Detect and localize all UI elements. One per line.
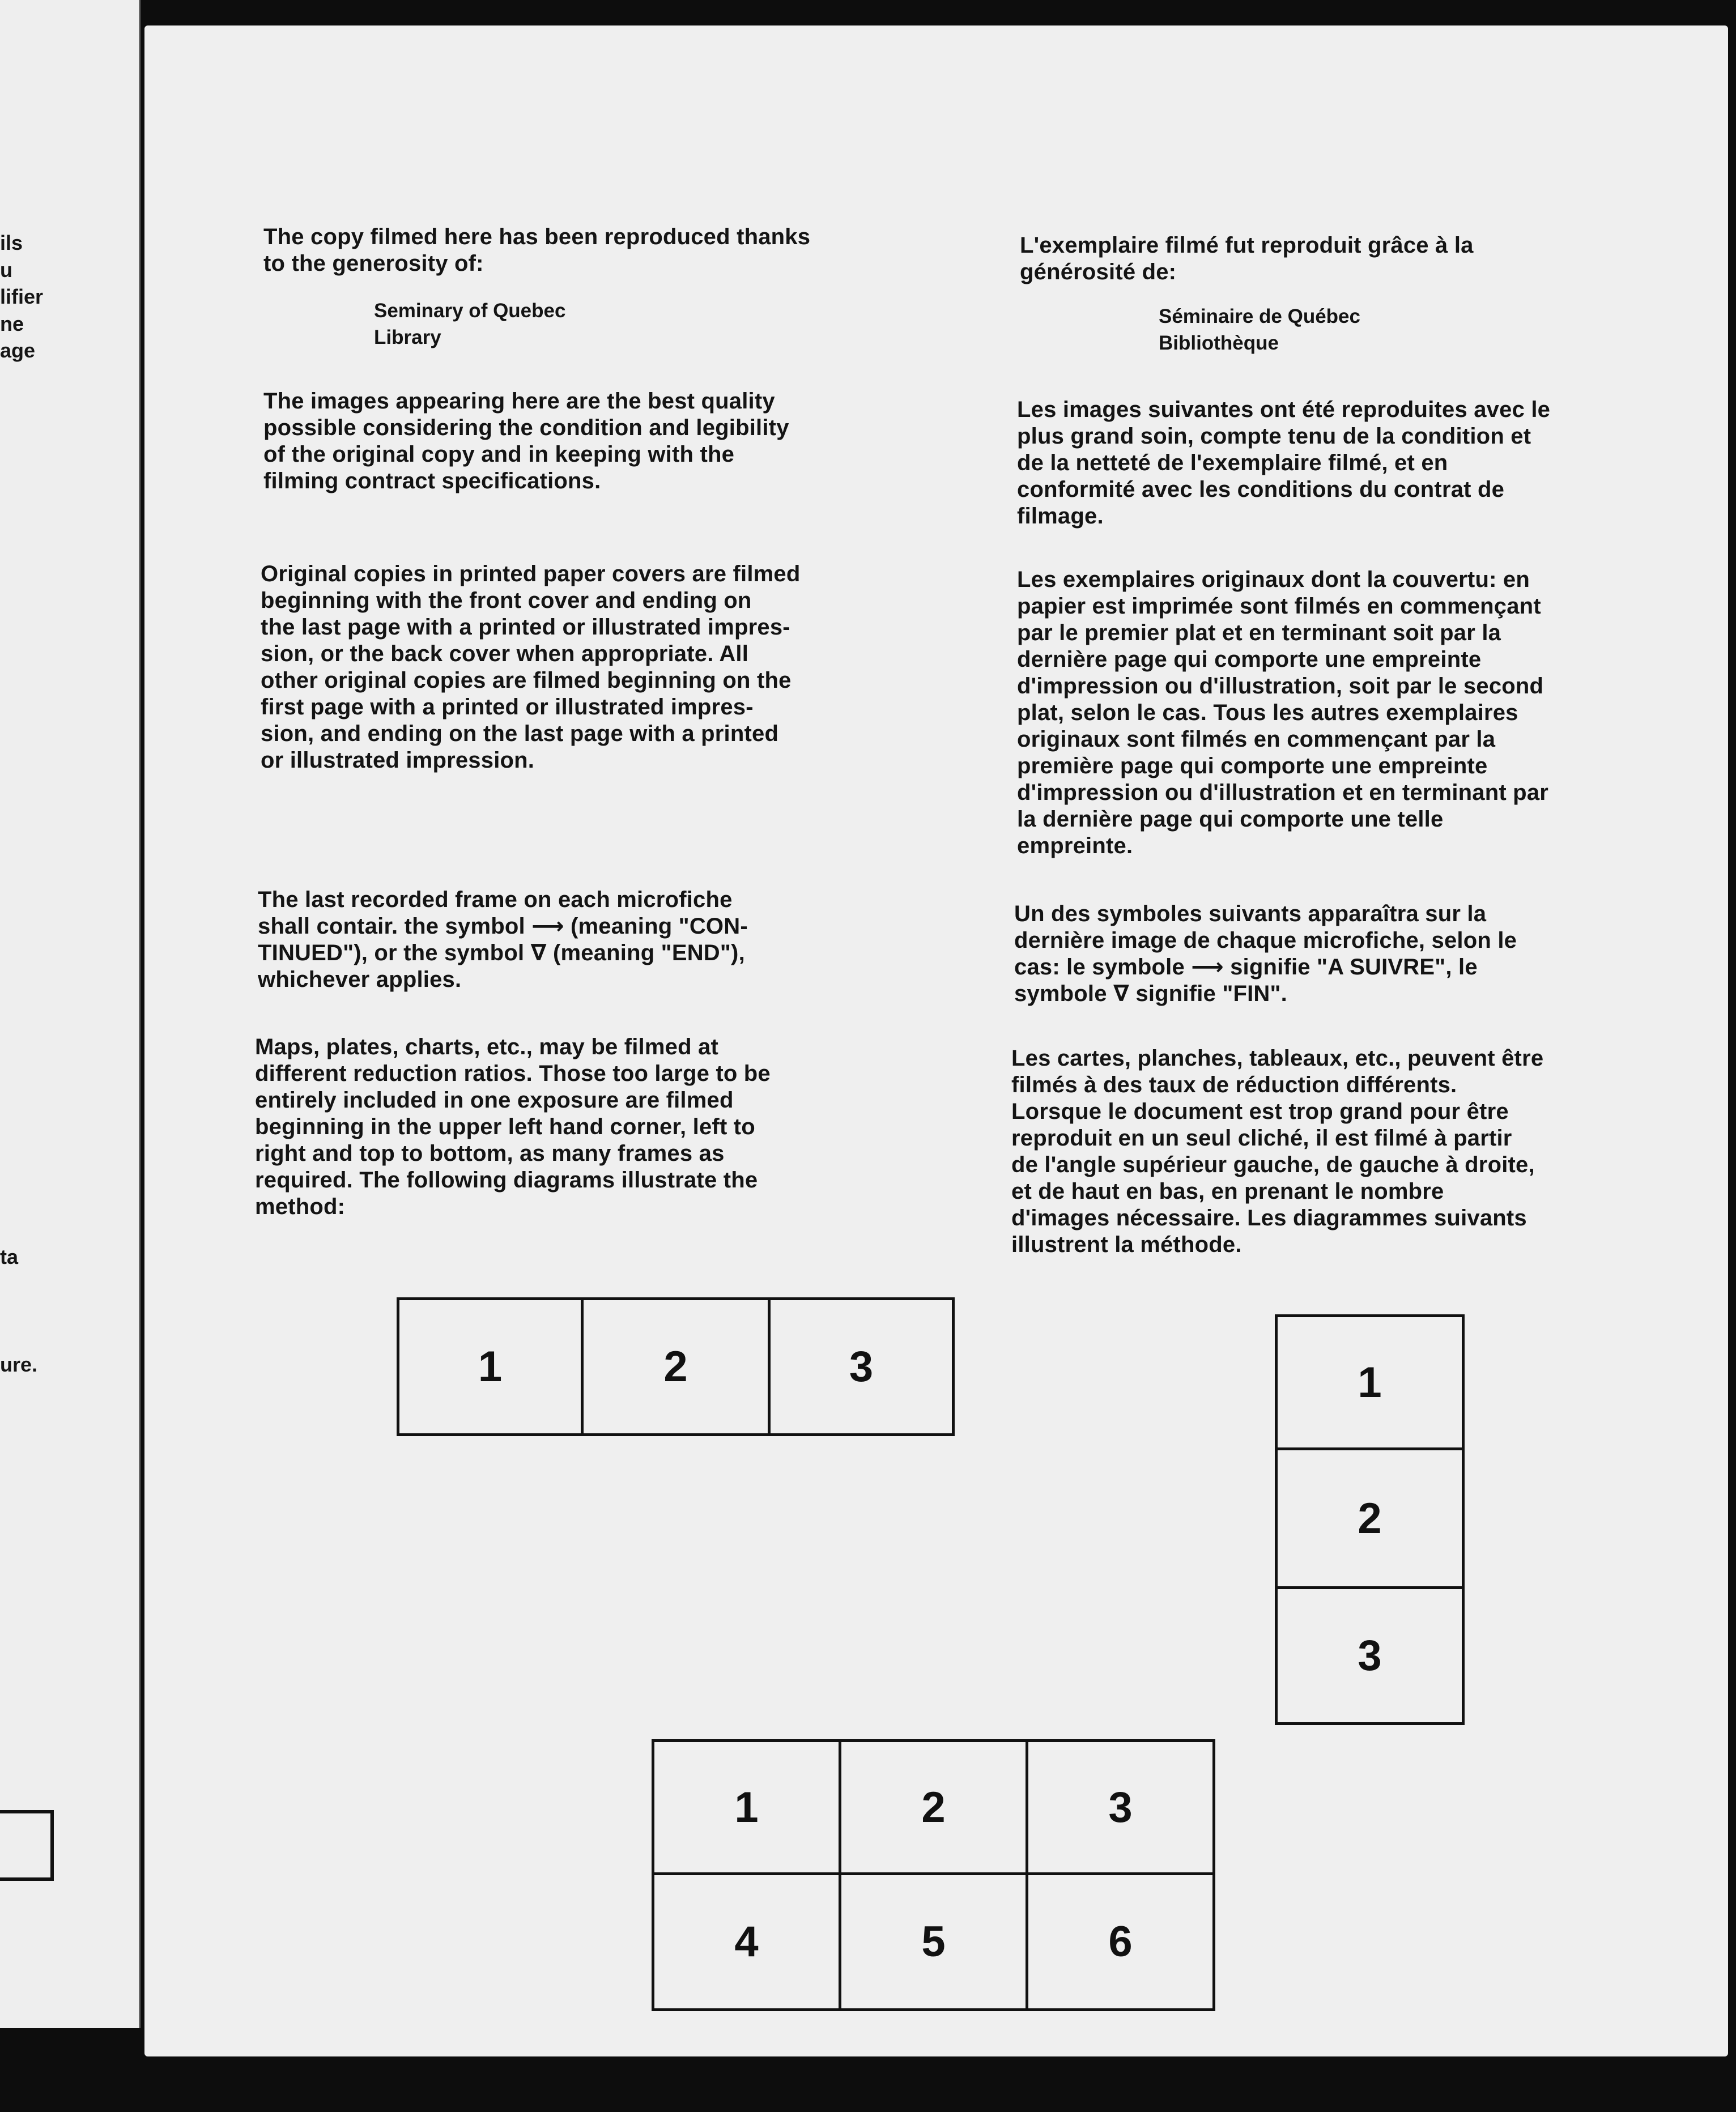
en-maps-statement: Maps, plates, charts, etc., may be filmed at different reduction ratios. Those too large to be entirely included in one exposure are filmed beginning in the upper left hand corner, left to right and top to bottom, as many frames as required. The following diagrams illustrate the method: [255, 1034, 771, 1219]
left-fragment-6: ta [0, 1245, 19, 1268]
fr-maps-statement: Les cartes, planches, tableaux, etc., peuvent être filmés à des taux de réduction différents. Lorsque le document est trop grand pour être reproduit en un seul cliché, il est filmé à partir de l'angle supérieur gauche, de gauche à droite, et de haut en bas, en prenant le nombre d'images nécessaire. Les diagrammes suivants illustrent la méthode. [1011, 1046, 1544, 1257]
en-quality-statement: The images appearing here are the best quality possible considering the condition and legibility of the original copy and in keeping with the filming contract specifications. [263, 389, 789, 493]
microfiche-target-sheet [144, 25, 1728, 2056]
frame-v-2: 2 [1275, 1447, 1465, 1589]
left-fragment-5: age [0, 339, 36, 362]
left-frame-fragment [0, 1810, 54, 1881]
fr-quality-statement: Les images suivantes ont été reproduites avec le plus grand soin, compte tenu de la condition et de la netteté de l'exemplaire filmé, et en conformité avec les conditions du contrat de filmage. [1017, 397, 1551, 529]
en-institution: Seminary of Quebec Library [374, 300, 566, 348]
left-fragment-3: lifier [0, 285, 44, 308]
frame-grid-2: 2 [839, 1739, 1028, 1875]
fr-covers-statement: Les exemplaires originaux dont la couvertu: en papier est imprimée sont filmés en commençant par le premier plat et en terminant soit par la dernière page qui comporte une empreinte d'impression ou d'illustration, soit par le second plat, selon le cas. Tous les autres exemplaires originaux sont filmés en commençant par la première page qui comporte une empreinte d'impression ou d'illustration et en terminant par la dernière page qui comporte une telle empreinte. [1017, 567, 1549, 858]
previous-page-strip [0, 0, 141, 2028]
frame-grid-6: 6 [1026, 1872, 1215, 2011]
left-fragment-7: ure. [0, 1353, 38, 1376]
en-acknowledgement: The copy filmed here has been reproduced thanks to the generosity of: [263, 224, 811, 276]
frame-grid-4: 4 [652, 1872, 841, 2011]
left-fragment-1: ils [0, 231, 23, 254]
frame-h-2: 2 [581, 1297, 771, 1436]
en-symbols-statement: The last recorded frame on each microfiche shall contair. the symbol ⟶ (meaning "CON- TINUED"), or the symbol ∇ (meaning "END"), whichever applies. [258, 887, 748, 992]
frame-h-3: 3 [768, 1297, 955, 1436]
fr-symbols-statement: Un des symboles suivants apparaîtra sur la dernière image de chaque microfiche, selon le cas: le symbole ⟶ signifie "A SUIVRE", le symbole ∇ signifie "FIN". [1014, 901, 1517, 1006]
frame-grid-1: 1 [652, 1739, 841, 1875]
fr-acknowledgement: L'exemplaire filmé fut reproduit grâce à la générosité de: [1020, 233, 1474, 284]
left-fragment-2: u [0, 258, 12, 282]
fr-institution: Séminaire de Québec Bibliothèque [1159, 305, 1360, 354]
frame-h-1: 1 [397, 1297, 584, 1436]
left-fragment-4: ne [0, 312, 24, 335]
frame-v-1: 1 [1275, 1314, 1465, 1450]
frame-grid-5: 5 [839, 1872, 1028, 2011]
frame-v-3: 3 [1275, 1586, 1465, 1725]
en-covers-statement: Original copies in printed paper covers are filmed beginning with the front cover and ending on the last page with a printed or illustrated impres- sion, or the back cover when appropriate. All other original copies are filmed beginning on the first page with a printed or illustrated impres- sion, and ending on the last page with a printed or illustrated impression. [261, 561, 801, 773]
frame-grid-3: 3 [1026, 1739, 1215, 1875]
